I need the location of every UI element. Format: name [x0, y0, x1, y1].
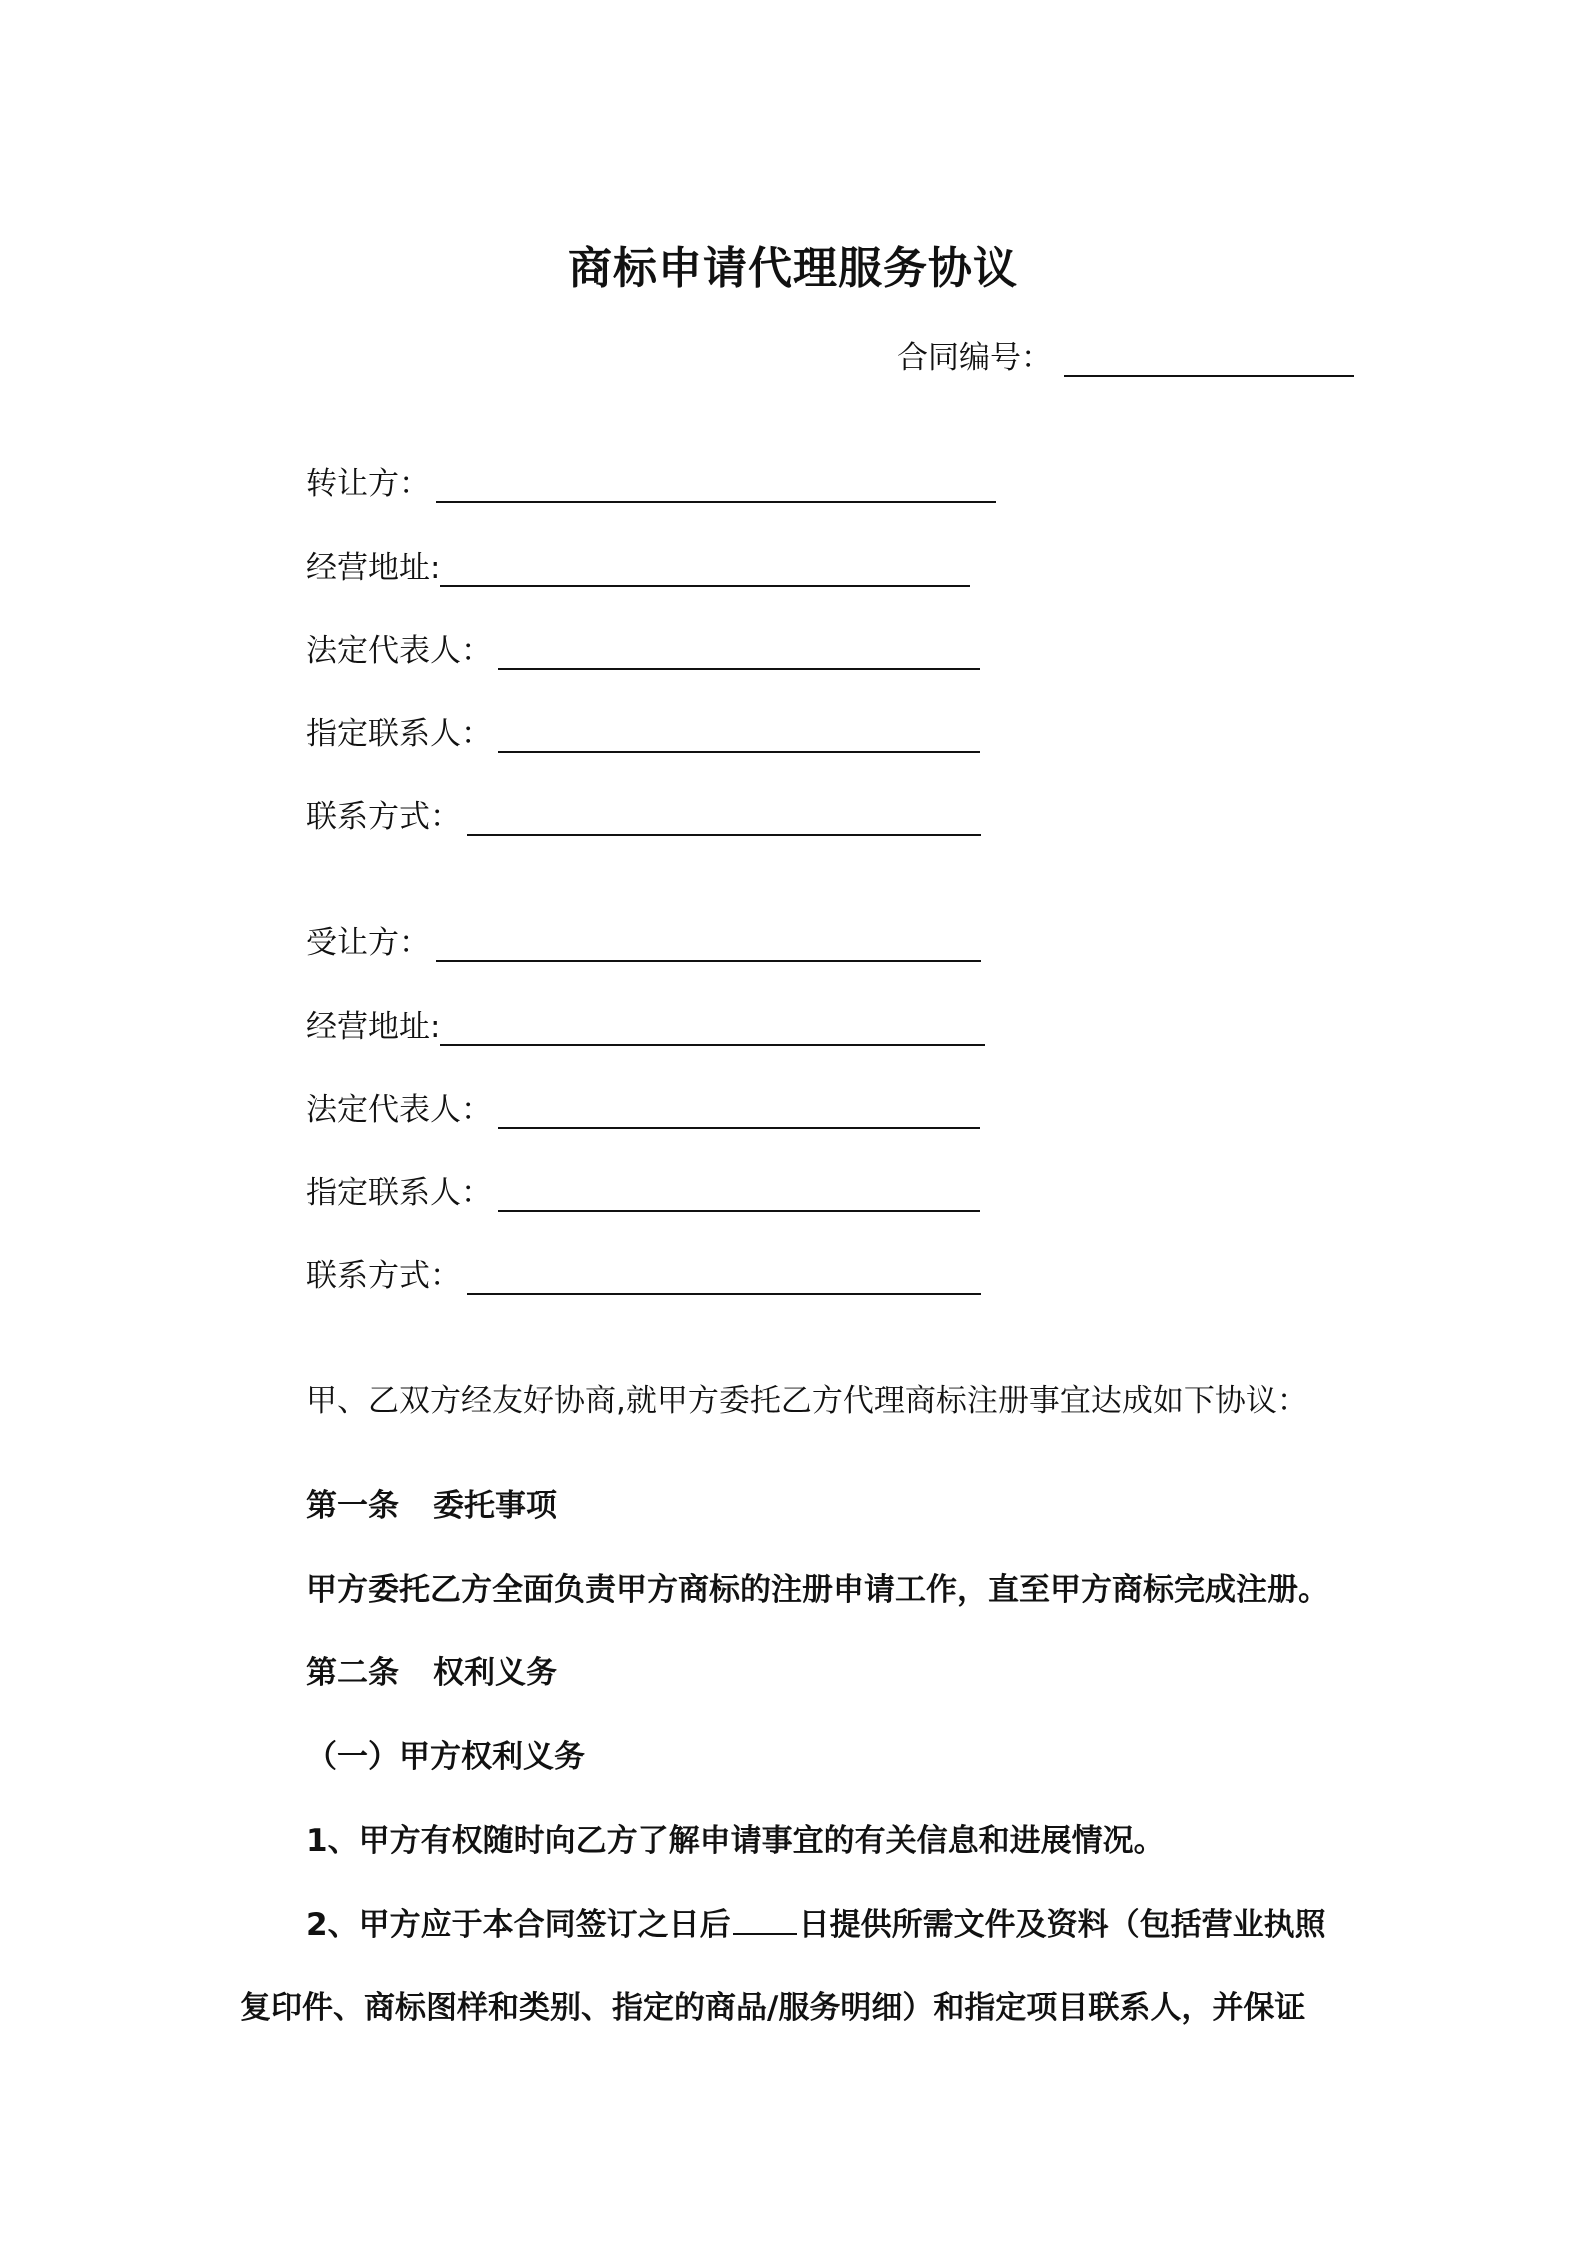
transferee-contact-person-blank[interactable]: [498, 1172, 980, 1212]
transferor-party-blank[interactable]: [436, 463, 996, 503]
item-2-line-2: 复印件、商标图样和类别、指定的商品/服务明细）和指定项目联系人，并保证: [240, 1990, 1306, 2026]
transferor-legal-rep-blank[interactable]: [498, 630, 980, 670]
transferee-address-field: [306, 1001, 985, 1046]
days-blank[interactable]: [733, 1903, 797, 1935]
transferor-legal-rep-field: [306, 625, 980, 670]
article-1-heading: [306, 1480, 557, 1525]
article-2-title: 权利义务: [433, 1655, 557, 1691]
contract-number-label: 合同编号：: [897, 340, 1052, 376]
transferee-contact-method-field: [306, 1250, 981, 1295]
transferor-contact-method-field: [306, 791, 981, 836]
transferee-party-label: 受让方：: [306, 925, 430, 961]
article-1-title: 委托事项: [433, 1488, 557, 1524]
transferee-contact-method-blank[interactable]: [467, 1255, 981, 1295]
transferee-legal-rep-field: [306, 1084, 980, 1129]
transferor-contact-person-field: [306, 708, 980, 753]
section-1-heading: （一）甲方权利义务: [306, 1739, 585, 1775]
transferee-contact-person-label: 指定联系人：: [306, 1175, 492, 1211]
contract-number-blank[interactable]: [1064, 339, 1354, 377]
transferor-contact-person-label: 指定联系人：: [306, 716, 492, 752]
transferee-contact-person-field: [306, 1167, 980, 1212]
transferor-address-blank[interactable]: [440, 547, 970, 587]
transferor-contact-person-blank[interactable]: [498, 713, 980, 753]
article-1-text: 甲方委托乙方全面负责甲方商标的注册申请工作，直至甲方商标完成注册。: [306, 1572, 1329, 1608]
item-1: 1、甲方有权随时向乙方了解申请事宜的有关信息和进展情况。: [306, 1823, 1165, 1859]
transferor-party-field: [306, 458, 996, 503]
item-2-part-2: 日提供所需文件及资料（包括营业执照: [798, 1907, 1326, 1943]
transferee-legal-rep-blank[interactable]: [498, 1089, 980, 1129]
article-2-number: 第二条: [306, 1655, 399, 1691]
transferor-address-label: 经营地址:: [306, 550, 441, 586]
transferee-address-blank[interactable]: [440, 1006, 985, 1046]
transferor-address-field: [306, 542, 970, 587]
item-2-part-1: 2、甲方应于本合同签订之日后: [306, 1907, 731, 1943]
intro-paragraph: 甲、乙双方经友好协商,就甲方委托乙方代理商标注册事宜达成如下协议：: [306, 1383, 1308, 1419]
contract-number-field: [897, 332, 1354, 377]
transferee-party-field: [306, 917, 981, 962]
item-2-line-1: [306, 1899, 1326, 1944]
transferor-contact-method-blank[interactable]: [467, 796, 981, 836]
transferee-legal-rep-label: 法定代表人：: [306, 1092, 492, 1128]
transferor-contact-method-label: 联系方式：: [306, 799, 461, 835]
document-title: 商标申请代理服务协议: [568, 243, 1018, 294]
transferee-address-label: 经营地址:: [306, 1009, 441, 1045]
transferee-party-blank[interactable]: [436, 922, 981, 962]
transferor-legal-rep-label: 法定代表人：: [306, 633, 492, 669]
transferee-contact-method-label: 联系方式：: [306, 1258, 461, 1294]
article-1-number: 第一条: [306, 1488, 399, 1524]
article-2-heading: [306, 1647, 557, 1692]
transferor-party-label: 转让方：: [306, 466, 430, 502]
